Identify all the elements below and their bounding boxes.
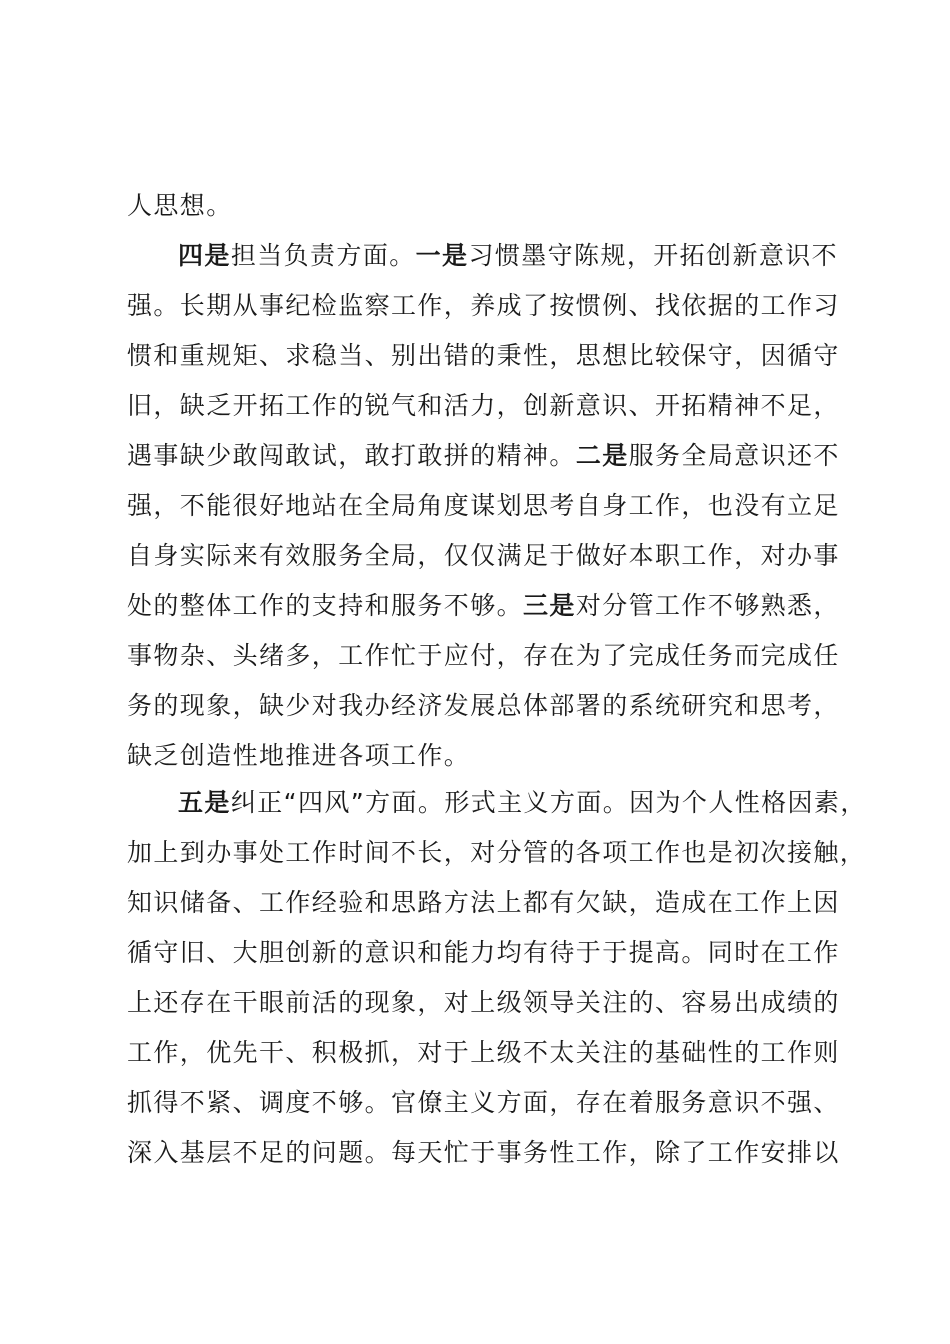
- text-line: [127, 281, 840, 331]
- bold-heading-segment: 二是: [575, 441, 629, 470]
- text-segment: 习惯墨守陈规，开拓创新意识不: [468, 241, 839, 270]
- text-segment: 事物杂、头绪多，工作忙于应付，存在为了完成任务而完成任: [127, 641, 840, 670]
- text-line: [127, 631, 840, 681]
- text-segment: 人思想。: [127, 191, 233, 220]
- text-line: [127, 181, 233, 231]
- text-segment: 循守旧、大胆创新的意识和能力均有待于于提高。同时在工作: [127, 938, 840, 967]
- text-segment: 旧，缺乏开拓工作的锐气和活力，创新意识、开拓精神不足，: [127, 391, 840, 420]
- text-line: [127, 731, 470, 781]
- text-segment: 强，不能很好地站在全局角度谋划思考自身工作，也没有立足: [127, 491, 840, 520]
- bold-heading-segment: 一是: [415, 241, 469, 270]
- text-line: [127, 531, 840, 581]
- text-segment: 知识储备、工作经验和思路方法上都有欠缺，造成在工作上因: [127, 888, 840, 917]
- text-segment: 自身实际来有效服务全局，仅仅满足于做好本职工作，对办事: [127, 541, 840, 570]
- text-segment: 惯和重规矩、求稳当、别出错的秉性，思想比较保守，因循守: [127, 341, 840, 370]
- text-segment: 上还存在干眼前活的现象，对上级领导关注的、容易出成绩的: [127, 988, 840, 1017]
- bold-heading-segment: 三是: [523, 591, 576, 620]
- bold-heading-segment: 四是: [178, 241, 231, 270]
- text-line: [127, 681, 840, 731]
- text-segment: 担当负责方面。: [230, 241, 416, 270]
- text-line: [127, 928, 840, 978]
- text-line: [127, 828, 866, 878]
- text-line: [127, 1028, 840, 1078]
- text-segment: 处的整体工作的支持和服务不够。: [127, 591, 524, 620]
- text-segment: 强。长期从事纪检监察工作，养成了按惯例、找依据的工作习: [127, 291, 840, 320]
- text-segment: 缺乏创造性地推进各项工作。: [127, 741, 471, 770]
- paragraph-start-line: [178, 231, 838, 281]
- text-segment: 对分管工作不够熟悉，: [575, 591, 840, 620]
- text-segment: 工作，优先干、积极抓，对于上级不太关注的基础性的工作则: [127, 1038, 840, 1067]
- text-segment: 深入基层不足的问题。每天忙于事务性工作，除了工作安排以: [127, 1138, 840, 1167]
- bold-heading-segment: 五是: [178, 788, 231, 817]
- text-line: [127, 978, 840, 1028]
- text-segment: 务的现象，缺少对我办经济发展总体部署的系统研究和思考，: [127, 691, 840, 720]
- text-line: [127, 878, 840, 928]
- text-line: [127, 331, 840, 381]
- text-line: [127, 1078, 840, 1128]
- paragraph-start-line: [178, 778, 867, 828]
- text-line: [127, 431, 840, 481]
- text-segment: 抓得不紧、调度不够。官僚主义方面，存在着服务意识不强、: [127, 1088, 840, 1117]
- text-segment: 服务全局意识还不: [628, 441, 840, 470]
- text-segment: 纠正“四风”方面。形式主义方面。因为个人性格因素，: [230, 788, 867, 817]
- text-line: [127, 381, 840, 431]
- text-line: [127, 1128, 840, 1178]
- text-line: [127, 481, 840, 531]
- text-line: [127, 581, 840, 631]
- text-segment: 加上到办事处工作时间不长，对分管的各项工作也是初次接触，: [127, 838, 867, 867]
- text-segment: 遇事缺少敢闯敢试，敢打敢拼的精神。: [127, 441, 576, 470]
